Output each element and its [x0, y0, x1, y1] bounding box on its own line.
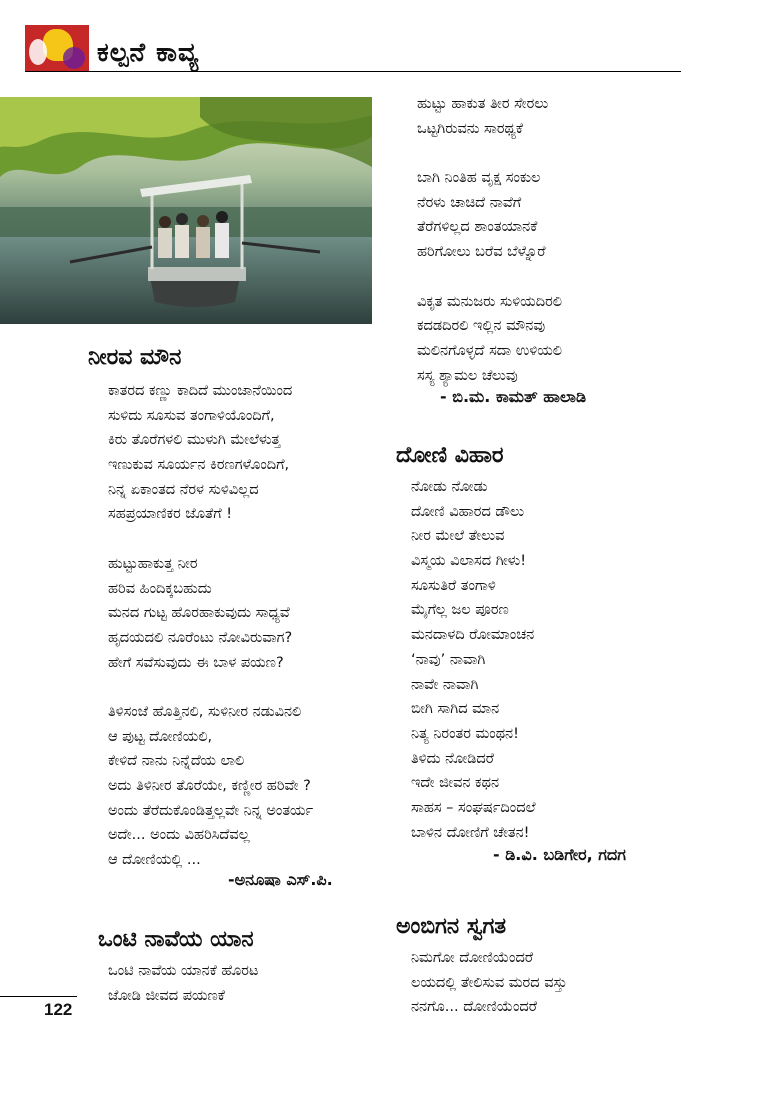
poem-line: ಮನದಾಳದಿ ರೋಮಾಂಚನ — [411, 627, 535, 644]
header-divider — [25, 71, 681, 72]
poem-line: ಸಸ್ಯ ಶ್ಯಾಮಲ ಚೆಲುವು — [417, 367, 518, 384]
poem-line: ಇದೇ ಜೀವನ ಕಥನ — [411, 775, 500, 792]
poem-line: ಅಂದು ತೆರೆದುಕೊಂಡಿತ್ತಲ್ಲವೇ ನಿನ್ನ ಅಂತರ್ಯ — [108, 802, 314, 819]
poem-line: ಮಲಿನಗೊಳ್ಳದೆ ಸದಾ ಉಳಿಯಲಿ — [417, 342, 562, 359]
poem-line: ತಿಳಿಸಂಜೆ ಹೊತ್ತಿನಲಿ, ಸುಳಿನೀರ ನಡುವಿನಲಿ — [108, 703, 302, 720]
poem-line: ನಿತ್ಯ ನಿರಂತರ ಮಂಥನ! — [411, 725, 519, 742]
stanza-break — [417, 265, 562, 290]
poem-line: ಮೈಗೆಲ್ಲ ಜಲ ಪೂರಣ — [411, 602, 509, 619]
poem-line: ಇಣುಕುವ ಸೂರ್ಯನ ಕಿರಣಗಳೊಂದಿಗೆ, — [108, 457, 290, 474]
poem-line: ನನಗೊ... ದೋಣಿಯೆಂದರೆ — [411, 999, 538, 1016]
poem-line: ಒಂಟಿ ನಾವೆಯ ಯಾನಕೆ ಹೊರಟ — [108, 963, 259, 979]
poem-line: ಲಯದಲ್ಲಿ ತೇಲಿಸುವ ಮರದ ವಸ್ತು — [411, 974, 568, 991]
poem-line: ನಾವೇ ನಾವಾಗಿ — [411, 676, 479, 693]
poem-line: ಬಾಗಿ ನಿಂತಿಹ ವೃಕ್ಷ ಸಂಕುಲ — [417, 170, 541, 187]
poem-line: ‘ನಾವು’ ನಾವಾಗಿ — [411, 651, 486, 668]
poem-line: ಅದು ತಿಳಿನೀರ ತೊರೆಯೇ, ಕಣ್ಣೀರ ಹರಿವೇ ? — [108, 778, 311, 794]
poem-line: ಹೃದಯದಲಿ ನೂರೆಂಟು ನೋವಿರುವಾಗ? — [108, 629, 293, 646]
poem-line: ಆ ದೋಣಿಯಲ್ಲಿ ... — [108, 852, 201, 869]
poem-line: ಹರಿಗೋಲು ಬರೆವ ಬೆಳ್ನೊರೆ — [417, 244, 546, 261]
poem-line: ಸಹಪ್ರಯಾಣಿಕರ ಜೊತೆಗೆ ! — [108, 506, 233, 523]
poem-line: ನೀರ ಮೇಲೆ ತೇಲುವ — [411, 528, 505, 545]
stanza-break — [417, 141, 562, 166]
poem-title-doni-vihaara: ದೋಣಿ ವಿಹಾರ — [396, 443, 504, 468]
poem-line: ಕಾತರದ ಕಣ್ಣು ಕಾದಿದೆ ಮುಂಜಾನೆಯಿಂದ — [108, 383, 293, 399]
poem-title-onti-naaveya-yaana: ಒಂಟಿ ನಾವೆಯ ಯಾನ — [98, 927, 254, 952]
poem-line: ಸುಳಿದು ಸೂಸುವ ತಂಗಾಳಿಯೊಂದಿಗೆ, — [108, 407, 275, 424]
poem-line: ನೋಡು ನೋಡು — [411, 479, 488, 495]
poem-line: ದೋಣಿ ವಿಹಾರದ ಡೌಲು — [411, 503, 525, 520]
boat-photo — [0, 97, 372, 324]
poem-line: ಜೋಡಿ ಜೀವದ ಪಯಣಕೆ — [108, 987, 225, 1004]
poem-line: ತಿಳಿದು ನೋಡಿದರೆ — [411, 750, 494, 767]
poem-line: ನೆರಳು ಚಾಚಿದೆ ನಾವೆಗೆ — [417, 194, 522, 211]
stanza-break — [108, 675, 313, 700]
poem-line: ಅದೇ... ಅಂದು ವಿಹರಿಸಿದೆವಲ್ಲ — [108, 827, 250, 844]
poem-line: ಸೂಸುತಿರೆ ತಂಗಾಳಿ — [411, 577, 496, 594]
poem-line: ಹರಿವ ಹಿಂದಿಕ್ಕಬಹುದು — [108, 580, 212, 597]
poem-line: ಕದಡದಿರಲಿ ಇಲ್ಲಿನ ಮೌನವು — [417, 318, 546, 335]
poem-title-neerava-mouna: ನೀರವ ಮೌನ — [88, 345, 182, 370]
poem-line: ವಿಕೃತ ಮನುಜರು ಸುಳಿಯದಿರಲಿ — [417, 293, 562, 310]
poem-body-onti-naaveya-yaana — [108, 959, 258, 1008]
poem-body-doni-vihaara — [411, 475, 536, 845]
poem-line: ಆ ಪುಟ್ಟ ದೋಣಿಯಲಿ, — [108, 728, 213, 745]
poem-line: ಕಿರು ತೊರೆಗಳಲಿ ಮುಳುಗಿ ಮೇಲೆಳುತ್ತ — [108, 432, 281, 449]
poem-line: ಬಾಳಿನ ದೋಣಿಗೆ ಚೇತನ! — [411, 824, 530, 841]
page-number-divider — [0, 996, 77, 997]
poem-line: ಹೇಗೆ ಸವೆಸುವುದು ಈ ಬಾಳ ಪಯಣ? — [108, 654, 284, 671]
poem-line: ವಿಸ್ಮಯ ವಿಲಾಸದ ಗೀಳು! — [411, 553, 527, 570]
poem-line: ಒಟ್ಟಗಿರುವನು ಸಾರಥ್ಯಕೆ — [417, 120, 524, 137]
poem-body-ambigana-svagata — [411, 946, 567, 1020]
page-number: 122 — [44, 1000, 73, 1019]
poem-title-ambigana-svagata: ಅಂಬಿಗನ ಸ್ವಗತ — [396, 914, 507, 939]
stanza-break — [108, 527, 313, 552]
poem-line: ತೆರೆಗಳಿಲ್ಲದ ಶಾಂತಯಾನಕೆ — [417, 219, 538, 236]
author-neerava-mouna: -ಅನೂಷಾ ಎಸ್.ಪಿ. — [228, 870, 333, 889]
poem-line: ಬೀಗಿ ಸಾಗಿದ ಮಾನ — [411, 701, 500, 718]
poem-line: ನಿಮಗೋ ದೋಣಿಯೆಂದರೆ — [411, 950, 534, 966]
poem-body-neerava-mouna — [108, 379, 313, 873]
poem-line: ಹುಟ್ಟುಹಾಕುತ್ತ ನೀರ — [108, 555, 198, 572]
poem-line: ಕೇಳಿದೆ ನಾನು ನಿನ್ನೆದೆಯ ಲಾಲಿ — [108, 753, 245, 770]
poem-line: ನಿನ್ನ ಏಕಾಂತದ ನೆರಳ ಸುಳಿವಿಲ್ಲದ — [108, 481, 259, 498]
author-doni-vihaara: - ಡಿ.ವಿ. ಬಡಿಗೇರ, ಗದಗ — [493, 845, 626, 864]
author-onti-naaveya-yaana: - ಬಿ.ಮ. ಕಾಮತ್ ಹಾಲಾಡಿ — [440, 387, 587, 406]
poem-line: ಸಾಹಸ – ಸಂಘರ್ಷದಿಂದಲೆ — [411, 799, 536, 816]
section-title: ಕಲ್ಪನೆ ಕಾವ್ಯ — [97, 38, 200, 68]
poem-body-onti-naaveya-yaana-continued — [417, 92, 562, 388]
poem-line: ಹುಟ್ಟು ಹಾಕುತ ತೀರ ಸೇರಲು — [417, 96, 549, 112]
magazine-logo — [25, 25, 89, 71]
poem-line: ಮನದ ಗುಟ್ಟ ಹೊರಹಾಕುವುದು ಸಾಧ್ಯವೆ — [108, 605, 290, 622]
